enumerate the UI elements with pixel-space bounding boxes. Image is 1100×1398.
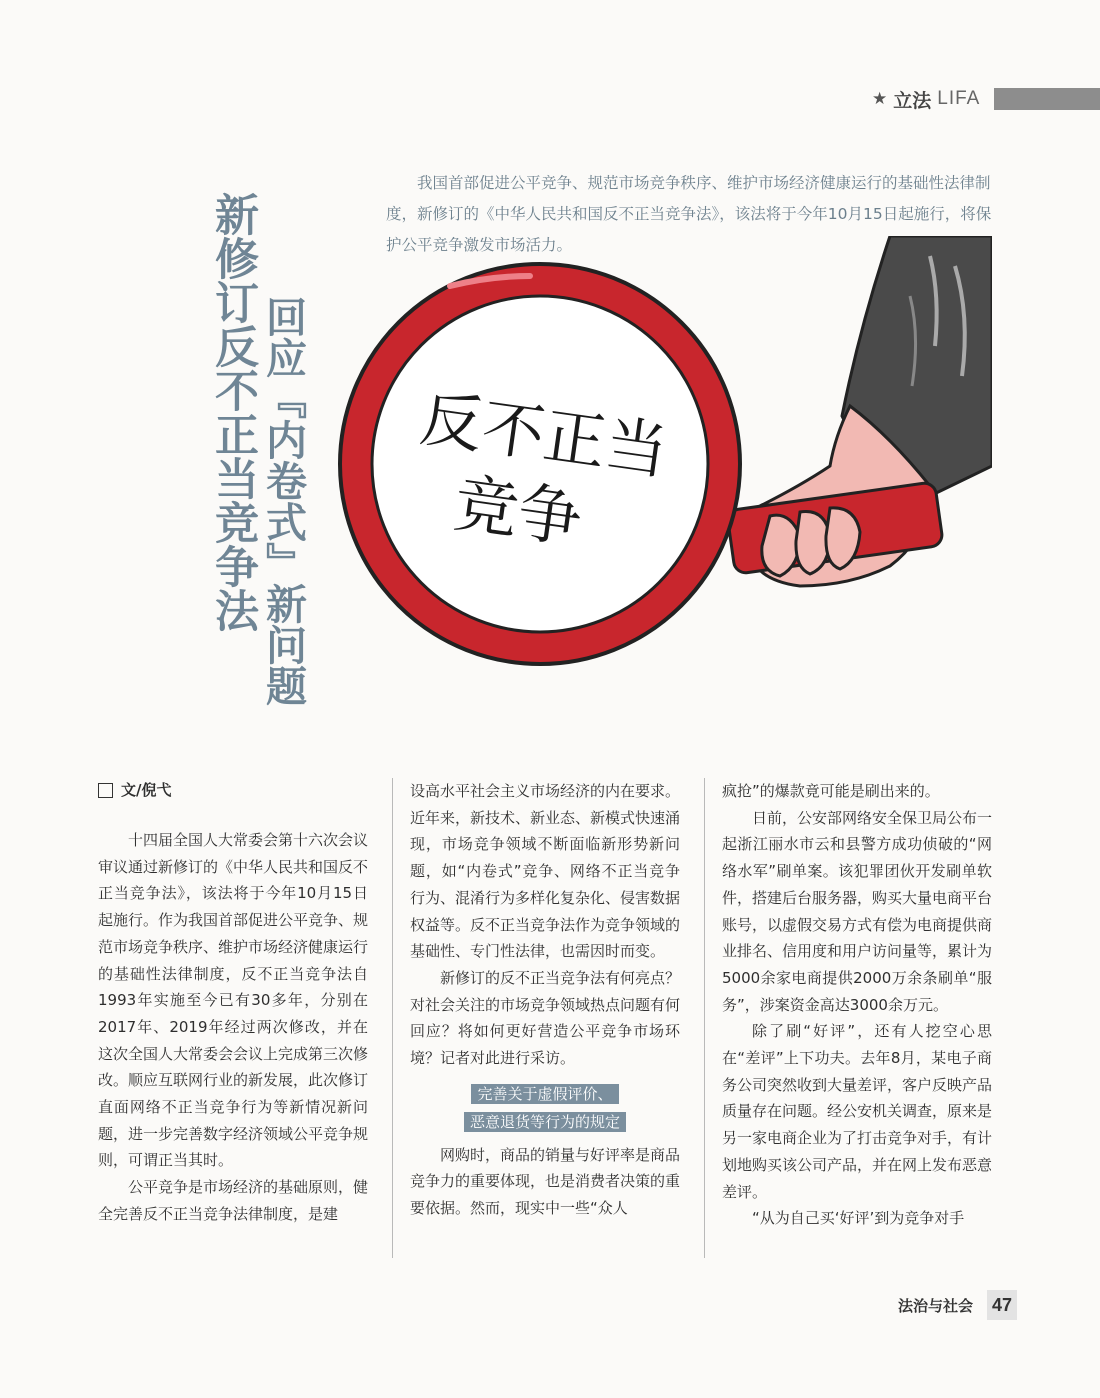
subheading [410,1080,680,1136]
paragraph: 日前，公安部网络安全保卫局公布一起浙江丽水市云和县警方成功侦破的“网络水军”刷单案。该犯罪团伙开发刷单软件，搭建后台服务器，购买大量电商平台账号，以虚假交易方式有偿为电商提供商业排名、信用度和用户访问量等，累计为5000余家电商提供2000万余条刷单“服务”，涉案资金高达3000余万元。 [722,808,993,1014]
paragraph: 新修订的反不正当竞争法有何亮点？对社会关注的市场竞争领域热点问题有何回应？将如何更好营造公平竞争市场环境？记者对此进行采访。 [410,968,681,1068]
byline [98,778,368,802]
section-label [872,86,980,112]
page-footer [898,1290,1017,1320]
article-column-2 [410,778,680,1222]
column-divider [392,778,393,1258]
lens-text-line2: 竞争 [449,466,587,558]
article-column-3 [722,778,992,1232]
section-name: 立法 [893,89,932,112]
main-title: 新修订反不正当竞争法 [207,192,258,632]
lead-paragraph: 我国首部促进公平竞争、规范市场竞争秩序、维护市场经济健康运行的基础性法律制度，新修订的《中华人民共和国反不正当竞争法》，该法将于今年10月15日起施行，将保护公平竞争激发市场活力。 [386,174,992,254]
sub-title: 回应『内卷式』新问题 [259,296,307,706]
paragraph: 网购时，商品的销量与好评率是商品竞争力的重要体现，也是消费者决策的重要依据。然而，现实中一些“众人 [410,1145,681,1218]
article-column-1 [98,778,368,1228]
magnifier-illustration [330,236,992,692]
square-icon [98,783,113,798]
paragraph: 公平竞争是市场经济的基础原则，健全完善反不正当竞争法律制度，是建 [98,1178,369,1223]
subheading-line: 完善关于虚假评价、 [471,1084,618,1104]
paragraph: 设高水平社会主义市场经济的内在要求。近年来，新技术、新业态、新模式快速涌现，市场竞争领域不断面临新形势新问题，如“内卷式”竞争、网络不正当竞争行为、混淆行为多样化复杂化、侵害数据权益等。反不正当竞争法作为竞争领域的基础性、专门性法律，也需因时而变。 [410,782,681,961]
paragraph: 疯抢”的爆款竟可能是刷出来的。 [722,782,940,800]
paragraph: “从为自己买‘好评’到为竞争对手 [752,1209,965,1228]
paragraph: 除了刷“好评”，还有人挖空心思在“差评”上下功夫。去年8月，某电子商务公司突然收到大量差评，客户反映产品质量存在问题。经公安机关调查，原来是另一家电商企业为了打击竞争对手，有计划地购买该公司产品，并在网上发布恶意差评。 [722,1022,993,1201]
star-icon: ★ [872,89,888,109]
lens-text-line1: 反不正当 [416,381,672,489]
magazine-name: 法治与社会 [898,1296,974,1315]
subheading-line: 恶意退货等行为的规定 [464,1112,626,1132]
section-name-en: LIFA [937,88,981,109]
page-number: 47 [987,1290,1017,1320]
section-bar [994,88,1100,110]
column-divider [704,778,705,1258]
paragraph: 十四届全国人大常委会第十六次会议审议通过新修订的《中华人民共和国反不正当竞争法》，该法将于今年10月15日起施行。作为我国首部促进公平竞争、规范市场竞争秩序、维护市场经济健康运行的基础性法律制度，反不正当竞争法自1993年实施至今已有30多年，分别在2017年、2019年经过两次修改，并在这次全国人大常委会会议上完成第三次修改。顺应互联网行业的新发展，此次修订直面网络不正当竞争行为等新情况新问题，进一步完善数字经济领域公平竞争规则，可谓正当其时。 [98,831,369,1170]
author: 文/倪弋 [121,780,172,799]
